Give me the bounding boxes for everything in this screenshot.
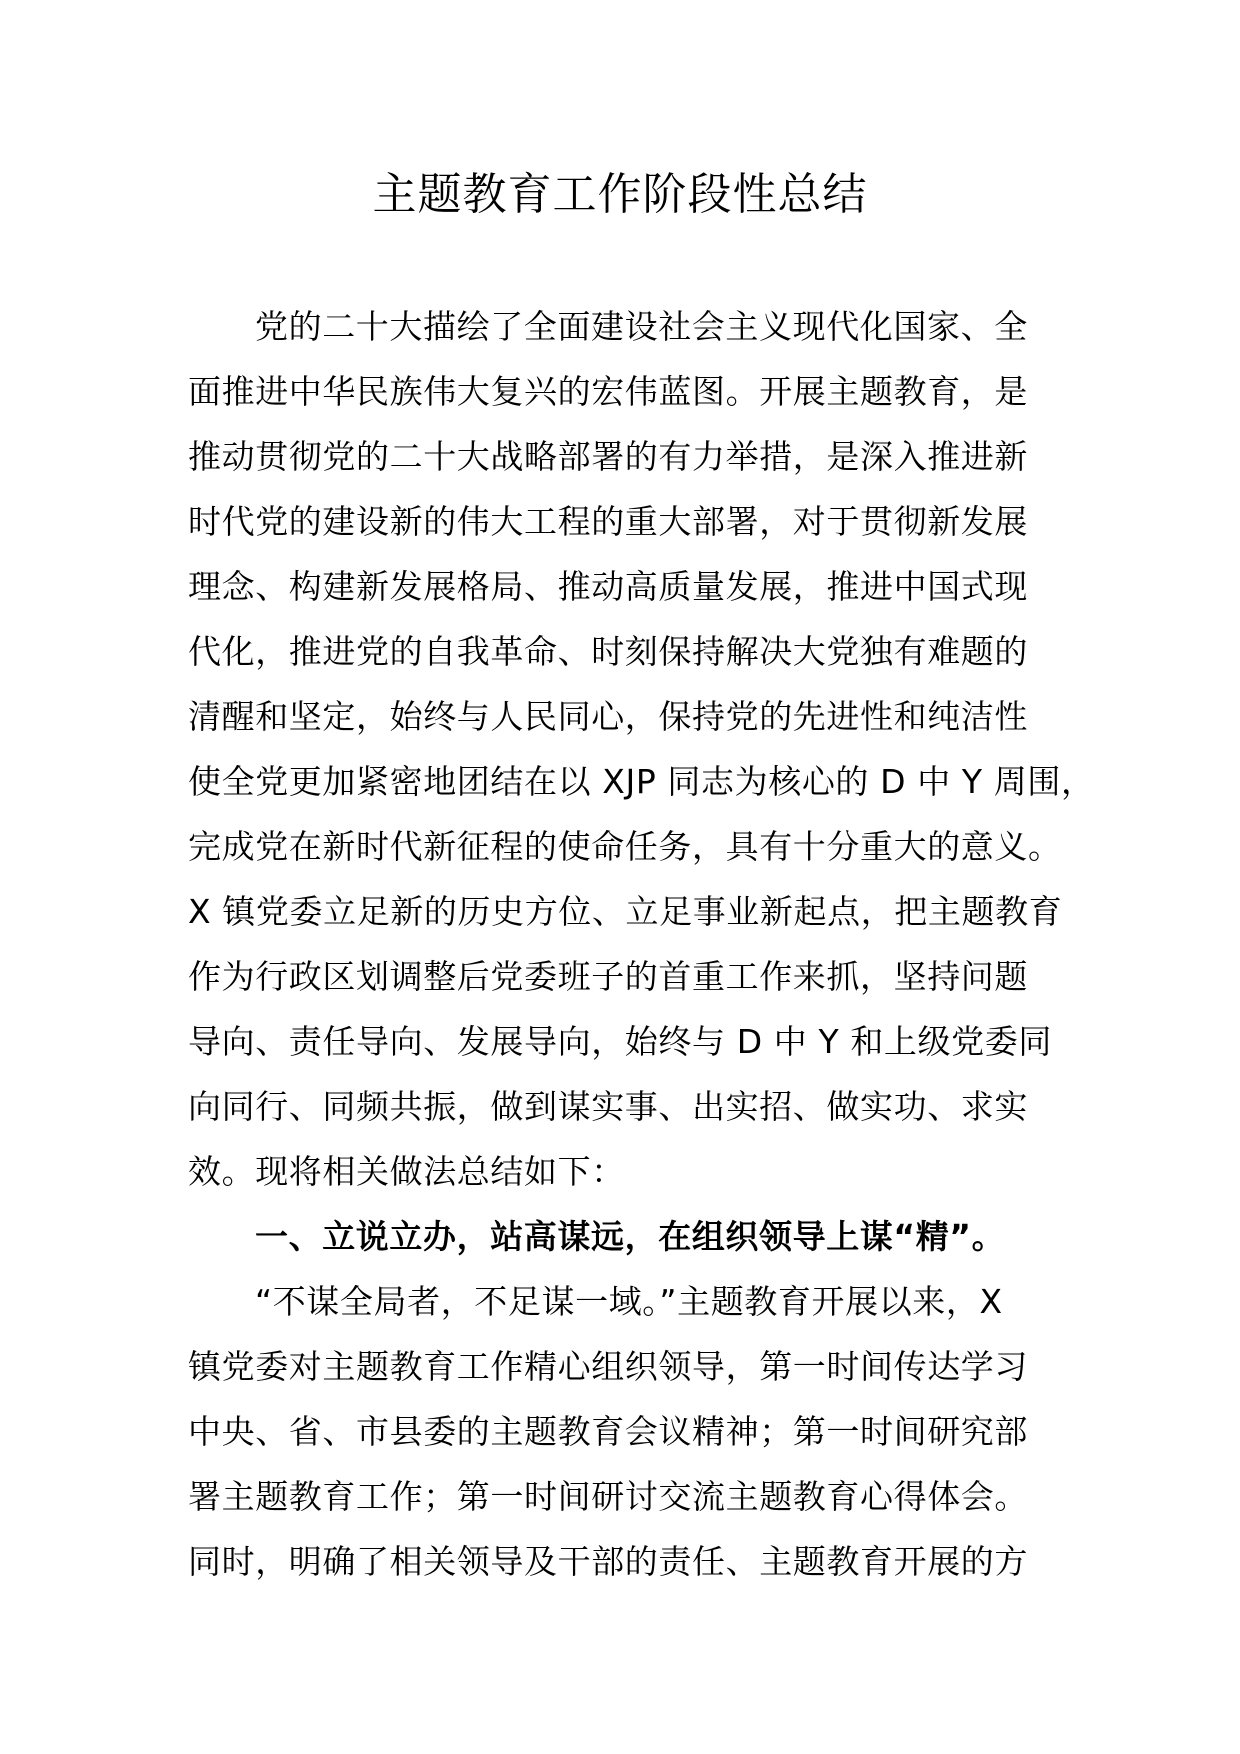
text-line: 作为行政区划调整后党委班子的首重工作来抓，坚持问题 — [188, 957, 1028, 996]
text-line: 导向、责任导向、发展导向，始终与 D 中 Y 和上级党委同 — [188, 1022, 1052, 1061]
text-line: X 镇党委立足新的历史方位、立足事业新起点，把主题教育 — [188, 892, 1063, 931]
text-line: 中央、省、市县委的主题教育会议精神；第一时间研究部 — [188, 1412, 1028, 1451]
text-line: 完成党在新时代新征程的使命任务，具有十分重大的意义。 — [188, 827, 1062, 866]
section-heading: 一、立说立办，站高谋远，在组织领导上谋“精”。 — [255, 1217, 1006, 1256]
text-line: 效。现将相关做法总结如下： — [188, 1152, 625, 1191]
text-line: 使全党更加紧密地团结在以 XJP 同志为核心的 D 中 Y 周围， — [188, 762, 1095, 801]
text-line: “不谋全局者，不足谋一域。”主题教育开展以来，X — [255, 1282, 1003, 1321]
text-line: 同时，明确了相关领导及干部的责任、主题教育开展的方 — [188, 1542, 1028, 1581]
text-line: 时代党的建设新的伟大工程的重大部署，对于贯彻新发展 — [188, 502, 1028, 541]
text-line: 推动贯彻党的二十大战略部署的有力举措，是深入推进新 — [188, 437, 1028, 476]
text-line: 向同行、同频共振，做到谋实事、出实招、做实功、求实 — [188, 1087, 1028, 1126]
text-line: 理念、构建新发展格局、推动高质量发展，推进中国式现 — [188, 567, 1028, 606]
text-line: 面推进中华民族伟大复兴的宏伟蓝图。开展主题教育，是 — [188, 372, 1028, 411]
text-line: 代化，推进党的自我革命、时刻保持解决大党独有难题的 — [188, 632, 1028, 671]
text-line: 镇党委对主题教育工作精心组织领导，第一时间传达学习 — [188, 1347, 1028, 1386]
document-body — [188, 294, 1095, 1594]
text-line: 署主题教育工作；第一时间研讨交流主题教育心得体会。 — [188, 1477, 1028, 1516]
text-line: 清醒和坚定，始终与人民同心，保持党的先进性和纯洁性 — [188, 697, 1028, 736]
text-line: 党的二十大描绘了全面建设社会主义现代化国家、全 — [255, 307, 1028, 346]
document-title: 主题教育工作阶段性总结 — [372, 169, 868, 220]
